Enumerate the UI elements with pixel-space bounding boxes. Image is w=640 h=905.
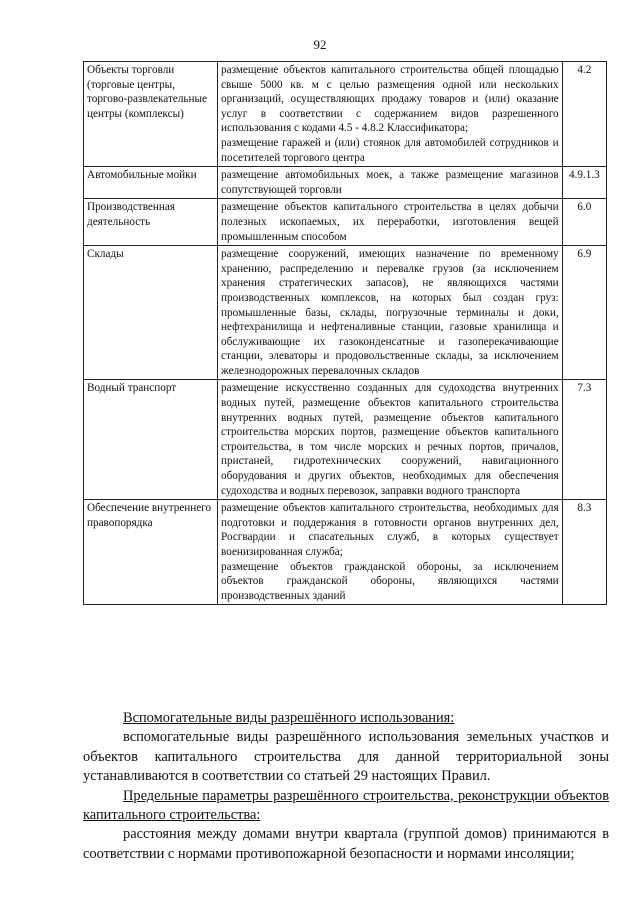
table-row bbox=[84, 500, 607, 605]
permitted-uses-table bbox=[83, 61, 607, 605]
limits-paragraph: расстояния между домами внутри квартала (группой домов) принимаются в соответствии с нормами противопожарной безопасности и нормами инсоляции; bbox=[83, 826, 609, 862]
classifier-code-cell: 6.0 bbox=[562, 199, 606, 246]
description-paragraph: размещение объектов гражданской обороны, за исключением объектов гражданской обороны, являющихся частями производственных зданий bbox=[221, 560, 559, 602]
classifier-code-cell: 8.3 bbox=[562, 500, 606, 605]
description-paragraph: размещение объектов капитального строительства, необходимых для подготовки и поддержания в готовности органов внутренних дел, Росгвардии и спасательных служб, в которых существует военизированная служба; bbox=[221, 502, 559, 558]
aux-uses-paragraph: вспомогательные виды разрешённого использования земельных участков и объектов капитального строительства для данной территориальной зоны устанавливаются в соответствии со статьей 29 настоящих Правил. bbox=[83, 729, 609, 785]
page-number: 92 bbox=[313, 37, 327, 52]
use-name-cell: Обеспечение внутреннего правопорядка bbox=[84, 500, 218, 605]
description-paragraph: размещение гаражей и (или) стоянок для автомобилей сотрудников и посетителей торгового центра bbox=[221, 136, 559, 164]
use-name-cell: Автомобильные мойки bbox=[84, 167, 218, 199]
description-paragraph: размещение автомобильных моек, а также размещение магазинов сопутствующей торговли bbox=[221, 169, 559, 196]
table-row bbox=[84, 246, 607, 380]
zone-text bbox=[83, 709, 609, 864]
table-row bbox=[84, 199, 607, 246]
classifier-code-cell: 4.9.1.3 bbox=[562, 167, 606, 199]
use-name-cell: Склады bbox=[84, 246, 218, 380]
use-description-cell bbox=[218, 380, 563, 500]
classifier-code-cell: 4.2 bbox=[562, 62, 606, 167]
use-name-cell: Объекты торговли (торговые центры, торгово-развлекательные центры (комплексы) bbox=[84, 62, 218, 167]
use-description-cell bbox=[218, 246, 563, 380]
use-description-cell bbox=[218, 62, 563, 167]
use-description-cell bbox=[218, 167, 563, 199]
use-description-cell bbox=[218, 199, 563, 246]
use-name-cell: Водный транспорт bbox=[84, 380, 218, 500]
table-row bbox=[84, 62, 607, 167]
description-paragraph: размещение объектов капитального строительства общей площадью свыше 5000 кв. м с целью размещения одной или нескольких организаций, осуществляющих продажу товаров и (или) оказание услуг в соответствии с содержанием видов разрешенного использования с кодами 4.5 - 4.8.2 Классификатора; bbox=[221, 64, 559, 135]
table-row bbox=[84, 380, 607, 500]
description-paragraph: размещение объектов капитального строительства в целях добычи полезных ископаемых, их переработки, изготовления вещей промышленным способом bbox=[221, 201, 559, 243]
use-name-cell: Производственная деятельность bbox=[84, 199, 218, 246]
classifier-code-cell: 7.3 bbox=[562, 380, 606, 500]
description-paragraph: размещение искусственно созданных для судоходства внутренних водных путей, размещение объектов капитального строительства внутренних водных путей, размещение объектов капитального строительства морских портов, размещение объектов капитального строительства, в том числе морских и речных портов, причалов, пристаней, гидротехнических сооружений, навигационного оборудования и других объектов, необходимых для обеспечения судоходства и водных перевозок, заправки водного транспорта bbox=[221, 382, 559, 497]
limits-heading: Предельные параметры разрешённого строительства, реконструкции объектов капитального строительства: bbox=[83, 787, 609, 824]
classifier-code-cell: 6.9 bbox=[562, 246, 606, 380]
use-description-cell bbox=[218, 500, 563, 605]
description-paragraph: размещение сооружений, имеющих назначение по временному хранению, распределению и перевалке грузов (за исключением хранения стратегических запасов), не являющихся частями производственных комплексов, на которых был создан груз: промышленные базы, склады, погрузочные терминалы и доки, нефтехранилища и нефтеналивные станции, газовые хранилища и обслуживающие их газоконденсатные и газоперекачивающие станции, элеваторы и продовольственные склады, за исключением железнодорожных перевалочных складов bbox=[221, 248, 559, 377]
aux-uses-heading: Вспомогательные виды разрешённого использования: bbox=[123, 710, 455, 726]
table-row bbox=[84, 167, 607, 199]
table-body bbox=[84, 62, 607, 605]
